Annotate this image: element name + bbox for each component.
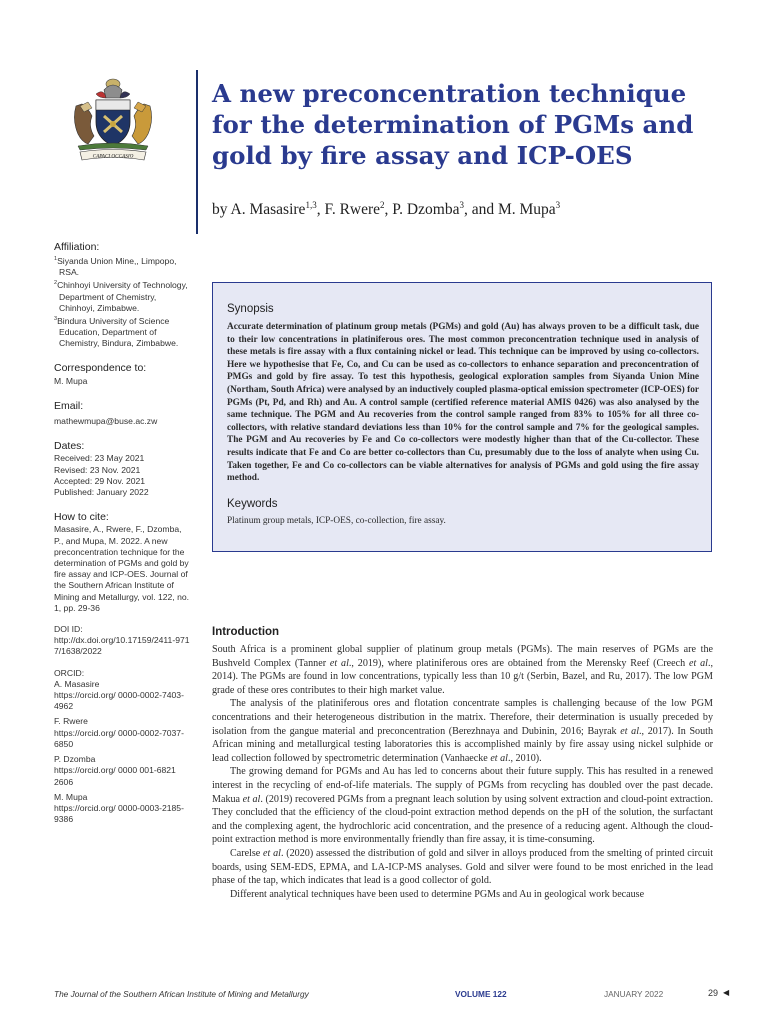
author-line	[212, 200, 732, 219]
introduction-heading: Introduction	[212, 626, 280, 638]
body-paragraph: The analysis of the platiniferous ores and flotation concentrate samples is challenging because of the low PGM concentrations and their heterogeneous distribution in the matrix. Therefore, their determination is usually preceded by isolation from the gangue material and preconcentration (Berezhnaya and Dubinin, 2016; Bayrak et al., 2017). In South African mining and metallurgical testing laboratories this is accomplished mainly by fire assay using nickel sulphide or lead collection followed by spectrometric determination (Vanhaecke et al., 2010).	[212, 698, 713, 764]
author-name: A. Masasire	[230, 201, 306, 219]
author-name: P. Dzomba	[392, 201, 460, 219]
helmet-crest-icon	[96, 79, 130, 98]
orcid-entry	[54, 792, 192, 826]
footer-journal-name: The Journal of the Southern African Institute of Mining and Metallurgy	[54, 989, 309, 999]
synopsis-box	[212, 282, 712, 552]
italic-text: et al	[263, 847, 281, 859]
orcid-link[interactable]: https://orcid.org/ 0000-0002-7037-6850	[54, 727, 184, 749]
orcid-entry	[54, 679, 192, 713]
orcid-heading: ORCID:	[54, 667, 85, 678]
author-affiliation-mark: 3	[459, 200, 464, 210]
email-link[interactable]: mathewmupa@buse.ac.zw	[54, 416, 158, 427]
keywords-heading: Keywords	[227, 497, 278, 510]
author-separator: , and	[463, 201, 498, 219]
author-name: F. Rwere	[324, 201, 381, 219]
orcid-list	[54, 679, 192, 825]
citation-text: Masasire, A., Rwere, F., Dzomba, P., and Mupa, M. 2022. A new preconcentration technique for the determination of PGMs and gold by fire assay and ICP-OES. Journal of the Southern African Institute of Mining and Metallurgy, vol. 122, no. 1, pp. 29-36	[54, 524, 190, 613]
italic-text: et al	[329, 657, 349, 669]
footer-date: JANUARY 2022	[604, 989, 664, 999]
orcid-author-name: P. Dzomba	[54, 754, 96, 765]
affiliation-item	[54, 314, 192, 349]
body-paragraph: Different analytical techniques have been used to determine PGMs and Au in geological work because	[230, 888, 645, 900]
correspondence-heading: Correspondence to:	[54, 362, 147, 375]
orcid-author-name: M. Mupa	[54, 791, 88, 802]
shield-icon	[96, 100, 130, 146]
footer-page-number: 29	[708, 988, 719, 998]
orcid-author-name: A. Masasire	[54, 678, 100, 689]
author-separator: ,	[384, 201, 393, 219]
footer-volume: VOLUME 122	[455, 989, 507, 999]
affiliation-number: 2	[54, 280, 58, 287]
affiliation-list	[54, 254, 192, 349]
orcid-entry	[54, 716, 192, 750]
date-published: Published: January 2022	[54, 487, 149, 498]
author-separator: ,	[316, 201, 325, 219]
author-affiliation-mark: 1,3	[305, 200, 317, 210]
italic-text: et al	[688, 657, 708, 669]
title-divider	[196, 70, 198, 234]
orcid-link[interactable]: https://orcid.org/ 0000-0002-7403-4962	[54, 690, 184, 712]
cite-heading: How to cite:	[54, 511, 109, 524]
italic-text: et al	[490, 752, 508, 764]
affiliation-text: Chinhoyi University of Technology, Department of Chemistry, Chinhoyi, Zimbabwe.	[57, 280, 188, 313]
correspondence-name: M. Mupa	[54, 375, 88, 386]
article-title: A new preconcentration technique for the determination of PGMs and gold by fire assay and ICP-OES	[212, 79, 694, 170]
italic-text: et al	[620, 725, 640, 737]
author-list	[231, 201, 561, 218]
affiliation-item	[54, 254, 192, 278]
left-supporter-icon	[74, 102, 94, 144]
introduction-body	[212, 643, 713, 901]
author-affiliation-mark: 2	[380, 200, 385, 210]
synopsis-heading: Synopsis	[227, 303, 274, 315]
affiliation-item	[54, 278, 192, 313]
date-accepted: Accepted: 29 Nov. 2021	[54, 475, 146, 486]
authors-prefix: by	[212, 201, 231, 219]
date-revised: Revised: 23 Nov. 2021	[54, 464, 141, 475]
keywords-text: Platinum group metals, ICP-OES, co-collection, fire assay.	[227, 515, 446, 526]
body-paragraph: South Africa is a prominent global supplier of platinum group metals (PGMs). The main reserves of PGMs are the Bushveld Complex (Tanner et al., 2019), where platiniferous ores are obtained from the Merensky Reef (Creech et al., 2014). The PGMs are found in low concentrations, typically less than 10 g/t (Serbin, Bazel, and Ru, 2017). The low PGM grade of these ores contributes to their high market value.	[212, 644, 713, 696]
affiliation-number: 1	[54, 256, 58, 263]
doi-heading: DOI ID:	[54, 624, 83, 635]
italic-text: et al	[242, 793, 261, 805]
affiliation-number: 3	[54, 315, 58, 322]
dates-heading: Dates:	[54, 440, 85, 453]
date-received: Received: 23 May 2021	[54, 453, 145, 464]
article-info-sidebar	[54, 242, 192, 835]
orcid-entry	[54, 754, 192, 788]
motto-scroll	[80, 150, 146, 161]
affiliation-heading: Affiliation:	[54, 241, 100, 253]
coat-of-arms-logo	[66, 76, 160, 164]
body-paragraph: The growing demand for PGMs and Au has led to concerns about their future supply. This has resulted in a renewed interest in the recycling of end-of-life materials. The supply of PGMs from recycling has doubled over the past decade. Makua et al. (2019) recovered PGMs from a pregnant leach solution by using solvent extraction and cloud-point extraction. They concluded that the efficiency of the cloud-point extraction method depends on the pH of the solution, the surfactant and the complexing agent, the hydrochloric acid concentration, and the presence of a reducing agent. Although the cloud-point extraction method is more environmentally friendly than fire assay, it is time-consuming.	[212, 766, 713, 846]
svg-text:CAPACI OCCASIO: CAPACI OCCASIO	[92, 153, 134, 160]
synopsis-text: Accurate determination of platinum group metals (PGMs) and gold (Au) has always proven to be a difficult task, due to their low concentrations in platiniferous ores. The most common preconcentration technique used in analysis of these metals is fire assay with a flux containing nickel or lead. This technique can be improved by using co-collectors. Here we hypothesise that Fe, Co, and Cu can be used as co-collectors to enhance separation and preconcentration of PMGs and gold by fire assay. To test this hypothesis, geological exploration samples from Siyanda Union Mine (Northam, South Africa) were analysed by an inductively coupled plasma-optical emission spectrometer (ICP-OES) for PGMs (Pt, Pd, and Rh) and Au. A control sample (certified reference material AMIS 0426) was also analysed by the same technique. The PGM and Au recoveries from the control sample ranged from 83% to 105% for all three co-collectors, with relative standard deviations less than 10% for the control sample and 7% for the geological samples. The PGM and Au recoveries by Fe and Co co-collectors were modestly higher than that of the Cu-collector. These results indicate that Fe and Co are better co-collectors than Cu, presumably due to the loss of analyte when using Cu. Taken together, Fe and Co co-collectors can be viable alternatives for analysis of PGMs and gold using the fire assay method.	[227, 322, 699, 484]
orcid-author-name: F. Rwere	[54, 716, 88, 727]
right-supporter-icon	[132, 102, 152, 144]
doi-link[interactable]: http://dx.doi.org/10.17159/2411-9717/1638/2022	[54, 635, 190, 657]
affiliation-text: Siyanda Union Mine,, Limpopo, RSA.	[57, 256, 177, 278]
orcid-link[interactable]: https://orcid.org/ 0000 001-6821 2606	[54, 765, 176, 787]
page-arrow-icon: ◀	[723, 988, 730, 997]
orcid-link[interactable]: https://orcid.org/ 0000-0003-2185-9386	[54, 802, 184, 825]
affiliation-text: Bindura University of Science Education, Department of Chemistry, Bindura, Zimbabwe.	[57, 315, 179, 349]
author-name: M. Mupa	[497, 201, 556, 219]
email-heading: Email:	[54, 399, 84, 412]
author-affiliation-mark: 3	[555, 200, 561, 210]
body-paragraph: Carelse et al. (2020) assessed the distribution of gold and silver in alloys produced from the smelting of printed circuit boards, using SEM-EDS, EPMA, and LA-ICP-MS analyses. Gold and silver were found to be most enriched in the lead phase of the tap, which indicates that lead is a good collector of gold.	[212, 847, 713, 887]
